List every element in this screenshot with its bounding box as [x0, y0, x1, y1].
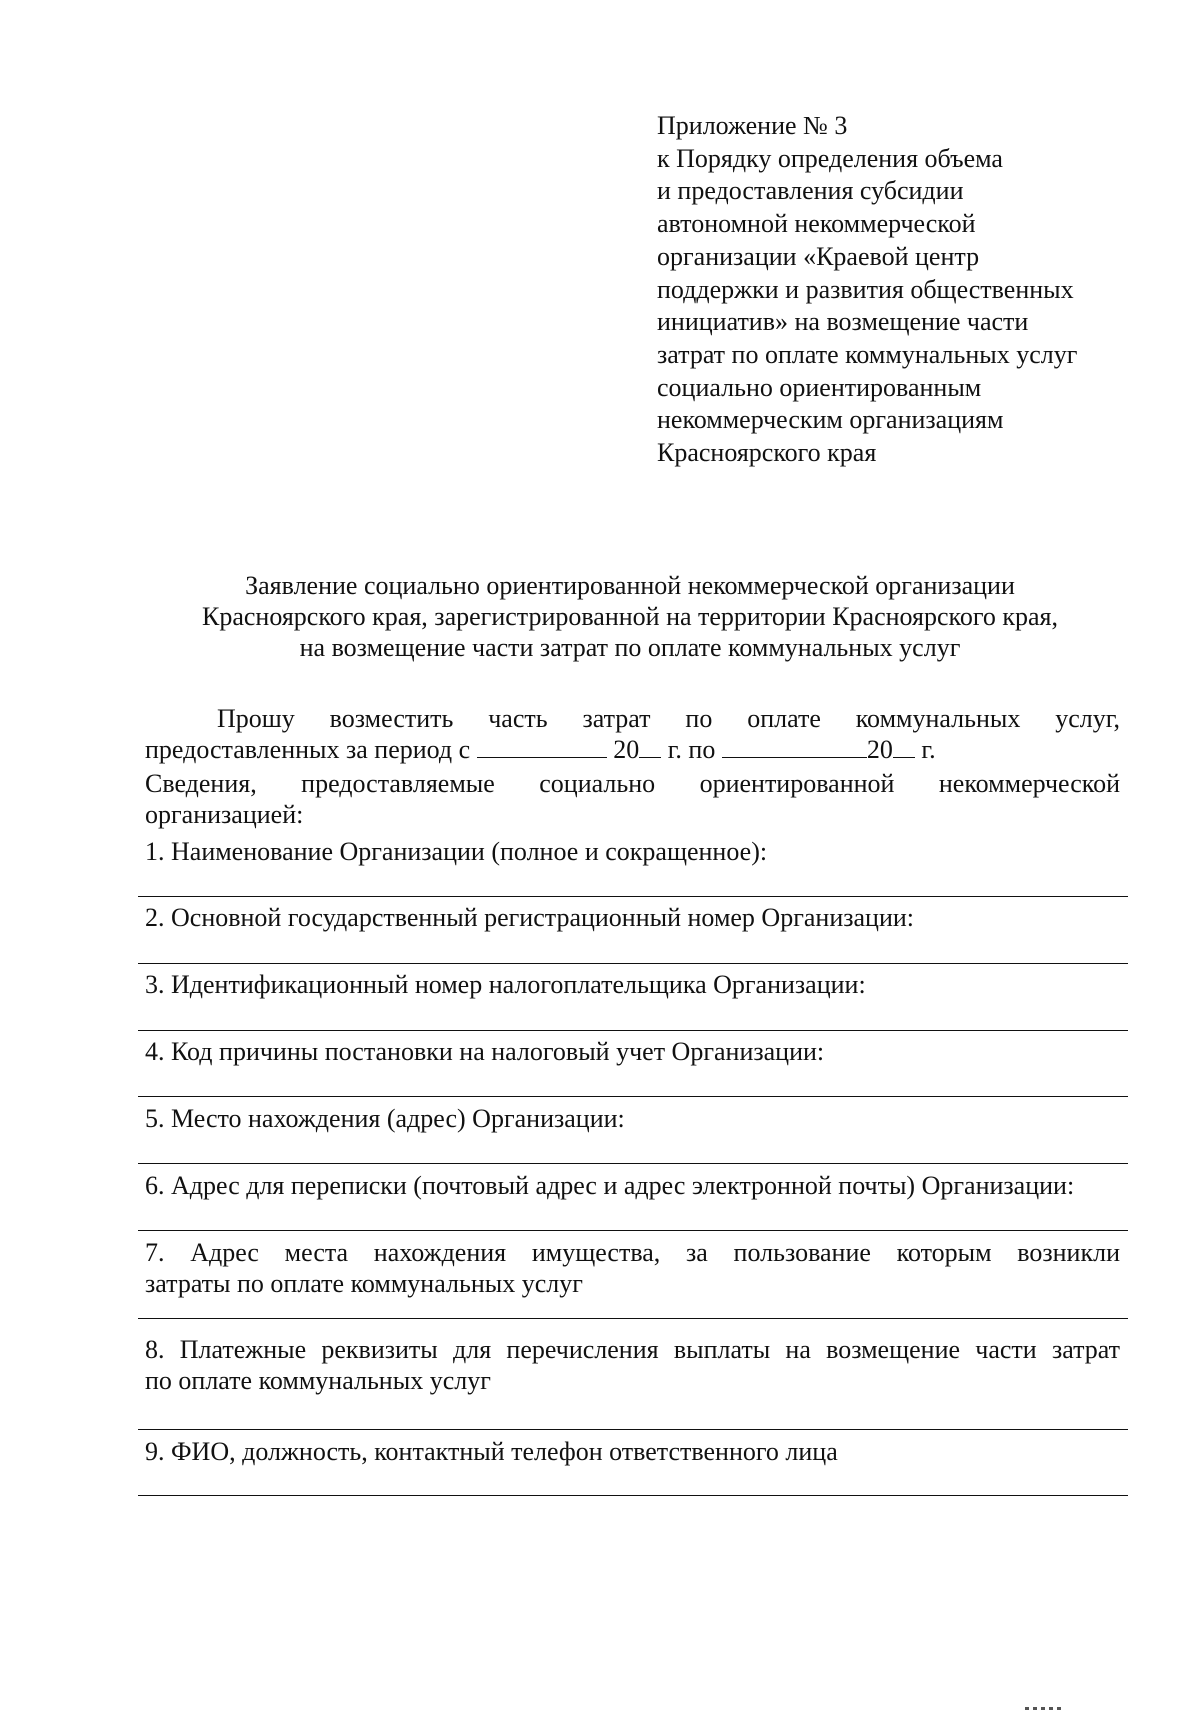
- appendix-line: и предоставления субсидии: [657, 176, 964, 206]
- period-prefix: предоставленных за период с: [145, 735, 471, 764]
- field-input-kpp[interactable]: [138, 1096, 1128, 1097]
- field-input-contact-person[interactable]: [138, 1495, 1128, 1496]
- field-input-ogrn[interactable]: [138, 963, 1128, 964]
- title-line: Заявление социально ориентированной некоммерческой организации: [245, 571, 1015, 600]
- field-label-ogrn: 2. Основной государственный регистрационный номер Организации:: [145, 903, 915, 932]
- appendix-line: некоммерческим организациям: [657, 405, 1004, 435]
- info-line: Сведения, предоставляемые социально ориентированной некоммерческой: [145, 769, 1120, 798]
- appendix-line: автономной некоммерческой: [657, 209, 976, 239]
- field-label-line: 8. Платежные реквизиты для перечисления выплаты на возмещение части затрат: [145, 1335, 1120, 1364]
- appendix-line: поддержки и развития общественных: [657, 274, 1074, 304]
- period-end-date-field[interactable]: [722, 735, 867, 758]
- field-label-line: затраты по оплате коммунальных услуг: [145, 1269, 583, 1298]
- period-line: [145, 734, 1120, 765]
- appendix-line: инициатив» на возмещение части: [657, 307, 1029, 337]
- field-label-line: по оплате коммунальных услуг: [145, 1366, 491, 1395]
- appendix-line: затрат по оплате коммунальных услуг: [657, 339, 1078, 369]
- field-label-inn: 3. Идентификационный номер налогоплательщика Организации:: [145, 970, 866, 999]
- year-prefix-start: 20: [613, 735, 640, 764]
- info-line: организацией:: [145, 800, 304, 829]
- request-paragraph: [145, 703, 1120, 765]
- period-to-label: г. по: [667, 735, 716, 764]
- period-end-suffix: г.: [921, 735, 936, 764]
- field-input-name[interactable]: [138, 896, 1128, 897]
- title-line: на возмещение части затрат по оплате коммунальных услуг: [299, 633, 961, 662]
- field-input-property-address[interactable]: [138, 1318, 1128, 1319]
- field-input-inn[interactable]: [138, 1030, 1128, 1031]
- appendix-line: организации «Краевой центр: [657, 241, 980, 271]
- scan-artifact: [1025, 1707, 1065, 1710]
- period-start-year-field[interactable]: [639, 735, 661, 758]
- field-label-line: 7. Адрес места нахождения имущества, за пользование которым возникли: [145, 1238, 1120, 1267]
- field-label-property-address: [145, 1237, 1120, 1299]
- period-start-date-field[interactable]: [477, 735, 607, 758]
- field-label-name: 1. Наименование Организации (полное и сокращенное):: [145, 837, 768, 866]
- document-title: [120, 570, 1140, 663]
- field-label-kpp: 4. Код причины постановки на налоговый учет Организации:: [145, 1037, 825, 1066]
- appendix-line: Приложение № 3: [657, 111, 848, 140]
- field-label-postal-address: 6. Адрес для переписки (почтовый адрес и адрес электронной почты) Организации:: [145, 1171, 1075, 1200]
- field-input-address[interactable]: [138, 1163, 1128, 1164]
- field-label-address: 5. Место нахождения (адрес) Организации:: [145, 1104, 625, 1133]
- field-input-payment-details[interactable]: [138, 1429, 1128, 1430]
- appendix-reference: [657, 110, 1117, 470]
- field-label-payment-details: [145, 1334, 1120, 1396]
- field-input-postal-address[interactable]: [138, 1230, 1128, 1231]
- request-line: Прошу возместить часть затрат по оплате коммунальных услуг,: [217, 704, 1120, 733]
- appendix-line: Красноярского края: [657, 438, 877, 468]
- year-prefix-end: 20: [866, 735, 893, 764]
- appendix-line: к Порядку определения объема: [657, 143, 1003, 173]
- appendix-line: социально ориентированным: [657, 372, 982, 402]
- title-line: Красноярского края, зарегистрированной на территории Красноярского края,: [202, 602, 1058, 631]
- info-paragraph: [145, 768, 1120, 830]
- field-label-contact-person: 9. ФИО, должность, контактный телефон ответственного лица: [145, 1437, 838, 1466]
- period-end-year-field[interactable]: [893, 735, 915, 758]
